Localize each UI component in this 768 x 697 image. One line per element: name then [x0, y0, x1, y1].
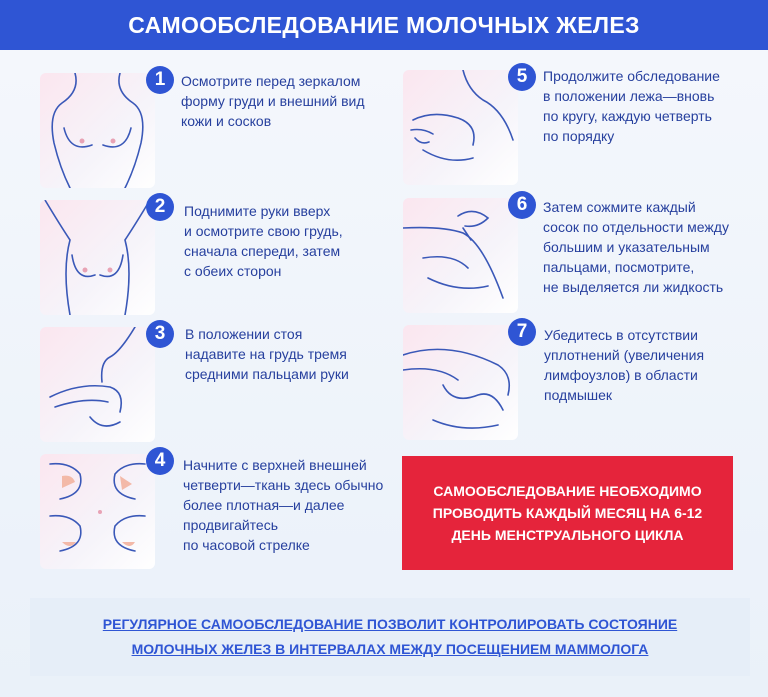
step-2-number: 2 — [146, 193, 174, 221]
step-6-number: 6 — [508, 191, 536, 219]
step-5-text — [543, 66, 720, 146]
step-7-line: лимфоузлов) в области — [544, 367, 698, 383]
step-2-line: и осмотрите свою грудь, — [184, 223, 343, 239]
step-7-text — [544, 325, 704, 405]
step-4-text — [183, 455, 383, 555]
step-6-line: Затем сожмите каждый — [543, 199, 696, 215]
step-3-line: В положении стоя — [185, 326, 303, 342]
step-7-line: подмышек — [544, 387, 613, 403]
footer-line: РЕГУЛЯРНОЕ САМООБСЛЕДОВАНИЕ ПОЗВОЛИТ КОНТРОЛИРОВАТЬ СОСТОЯНИЕ — [102, 616, 678, 632]
step-6-line: большим и указательным — [543, 239, 710, 255]
step-4-line: по часовой стрелке — [183, 537, 310, 553]
step-5-line: по кругу, каждую четверть — [543, 108, 712, 124]
step-5-line: Продолжите обследование — [543, 68, 720, 84]
step-3-illustration — [40, 327, 155, 442]
step-2-text — [184, 201, 343, 281]
step-1-text — [181, 71, 365, 131]
step-1-illustration — [40, 73, 155, 188]
step-4-line: Начните с верхней внешней — [183, 457, 367, 473]
step-1-line: Осмотрите перед зеркалом — [181, 73, 361, 89]
step-4-number: 4 — [146, 447, 174, 475]
step-1-line: форму груди и внешний вид — [181, 93, 365, 109]
step-2-illustration — [40, 200, 155, 315]
step-6-line: не выделяется ли жидкость — [543, 279, 724, 295]
step-5-line: по порядку — [543, 128, 615, 144]
step-3-text — [185, 324, 349, 384]
step-4-line: четверти—ткань здесь обычно — [183, 477, 384, 493]
step-3-number: 3 — [146, 320, 174, 348]
alert-line: ПРОВОДИТЬ КАЖДЫЙ МЕСЯЦ НА 6-12 — [432, 505, 703, 521]
step-6-line: пальцами, посмотрите, — [543, 259, 695, 275]
step-2-line: сначала спереди, затем — [184, 243, 341, 259]
step-5-line: в положении лежа—вновь — [543, 88, 715, 104]
alert-line: ДЕНЬ МЕНСТРУАЛЬНОГО ЦИКЛА — [451, 527, 684, 543]
footer-box — [30, 598, 750, 676]
step-4-illustration — [40, 454, 155, 569]
step-6-illustration — [403, 198, 518, 313]
step-1-number: 1 — [146, 66, 174, 94]
step-3-line: надавите на грудь тремя — [185, 346, 347, 362]
step-2-line: Поднимите руки вверх — [184, 203, 331, 219]
step-7-line: Убедитесь в отсутствии — [544, 327, 698, 343]
step-2-line: с обеих сторон — [184, 263, 282, 279]
step-7-number: 7 — [508, 318, 536, 346]
step-5-number: 5 — [508, 63, 536, 91]
step-6-line: сосок по отдельности между — [543, 219, 729, 235]
alert-box — [402, 456, 733, 570]
step-4-line: продвигайтесь — [183, 517, 279, 533]
footer-line: МОЛОЧНЫХ ЖЕЛЕЗ В ИНТЕРВАЛАХ МЕЖДУ ПОСЕЩЕНИЕМ МАММОЛОГА — [131, 641, 649, 657]
step-1-line: кожи и сосков — [181, 113, 272, 129]
step-6-text — [543, 197, 729, 297]
step-3-line: средними пальцами руки — [185, 366, 349, 382]
page-title: САМООБСЛЕДОВАНИЕ МОЛОЧНЫХ ЖЕЛЕЗ — [128, 11, 640, 38]
step-7-illustration — [403, 325, 518, 440]
alert-line: САМООБСЛЕДОВАНИЕ НЕОБХОДИМО — [433, 483, 702, 499]
page-header — [0, 0, 768, 50]
step-4-line: более плотная—и далее — [183, 497, 345, 513]
step-5-illustration — [403, 70, 518, 185]
step-7-line: уплотнений (увеличения — [544, 347, 705, 363]
